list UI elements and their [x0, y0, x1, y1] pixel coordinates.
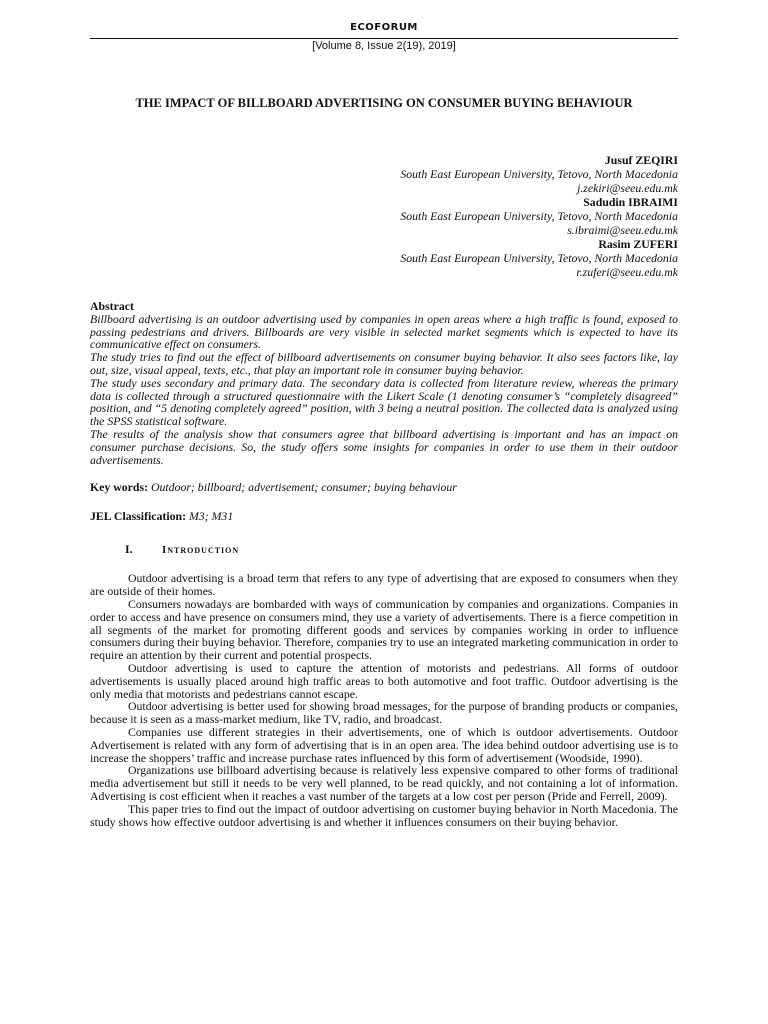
author-name: Rasim ZUFERI: [598, 237, 678, 251]
abstract-paragraph: Billboard advertising is an outdoor advertising used by companies in open areas where a high traffic is found, exposed to passing pedestrians and drivers. Billboards are very visible in selected market segments which is expected to have its communicative effect on consumers.: [90, 311, 678, 352]
jel-classification: [90, 509, 678, 524]
header-rule: [90, 38, 678, 39]
keywords-label: Key words:: [90, 480, 148, 495]
section-title: Introduction: [162, 544, 240, 557]
paper-page: [90, 22, 678, 828]
section-heading: [90, 542, 678, 557]
body-paragraph: Outdoor advertising is better used for showing broad messages, for the purpose of branding products or companies, because it is seen as a mass-market medium, like TV, radio, and broadcast.: [90, 699, 678, 727]
body-paragraph: Organizations use billboard advertising because is relatively less expensive compared to other forms of traditional media advertisement but still it needs to be very well planned, to be read quickly, and not containing a lot of information. Advertising is cost efficient when it reaches a vast number of the targets at a low cost per person (Pride and Ferrell, 2009).: [90, 763, 678, 803]
author-block: [90, 153, 678, 279]
author-name: Sadudin IBRAIMI: [583, 195, 678, 209]
paper-title: THE IMPACT OF BILLBOARD ADVERTISING ON CONSUMER BUYING BEHAVIOUR: [135, 96, 633, 110]
abstract-section: [90, 300, 678, 466]
abstract-paragraph: The study tries to find out the effect of billboard advertisements on consumer buying behavior. It also sees factors like, lay out, size, visual appeal, texts, etc., that play an important role in consumer buying behavior.: [90, 350, 678, 377]
author-affiliation: South East European University, Tetovo, North Macedonia: [400, 167, 678, 181]
introduction-body: [90, 572, 678, 828]
jel-value: M3; M31: [188, 509, 234, 524]
abstract-paragraph: The results of the analysis show that consumers agree that billboard advertising is important and has an impact on consumer purchase decisions. So, the study offers some insights for companies in order to use them in their outdoor advertisements.: [90, 426, 678, 467]
jel-label: JEL Classification:: [90, 509, 187, 524]
keywords: [90, 480, 678, 495]
author-affiliation: South East European University, Tetovo, North Macedonia: [400, 251, 678, 265]
author-email: s.ibraimi@seeu.edu.mk: [567, 223, 678, 237]
author-name: Jusuf ZEQIRI: [604, 153, 678, 167]
author-affiliation: South East European University, Tetovo, North Macedonia: [400, 209, 678, 223]
volume-info: [Volume 8, Issue 2(19), 2019]: [312, 40, 456, 52]
body-paragraph: Outdoor advertising is used to capture the attention of motorists and pedestrians. All forms of outdoor advertisements is usually placed around high traffic areas to both automotive and foot traffic. Outdoor advertising is the only media that motorists and pedestrians cannot escape.: [90, 660, 678, 701]
abstract-paragraph: The study uses secondary and primary data. The secondary data is collected from literature review, whereas the primary data is collected through a structured questionnaire with the Likert Scale (1 denoting consumer’s “completely disagreed” position, and “5 denoting completely agreed” position, with 3 being a neutral position. The collected data is analyzed using the SPSS statistical software.: [90, 375, 678, 429]
abstract-heading: Abstract: [90, 299, 134, 313]
body-paragraph: This paper tries to find out the impact of outdoor advertising on customer buying behavior in North Macedonia. The study shows how effective outdoor advertising is and whether it influences consumers on their buying behavior.: [90, 801, 678, 829]
author-email: j.zekiri@seeu.edu.mk: [577, 181, 678, 195]
body-paragraph: Companies use different strategies in their advertisements, one of which is outdoor advertisements. Outdoor Advertisement is related with any form of advertising that is in an open area. The idea behind outdoor advertising use is to increase the shoppers’ traffic and increase purchase rates influenced by this form of advertisement (Woodside, 1990).: [90, 724, 678, 765]
journal-name: ECOFORUM: [350, 22, 418, 33]
section-number: I.: [125, 542, 133, 557]
keywords-value: Outdoor; billboard; advertisement; consumer; buying behaviour: [150, 480, 457, 495]
body-paragraph: Consumers nowadays are bombarded with ways of communication by companies and organizations. Companies in order to access and have presence on consumers mind, they use a variety of advertisements. There is a fierce competition in all segments of the market for promoting different goods and services by companies working in order to influence consumers during their buying behavior. Therefore, companies try to use an integrated marketing communication in order to require an attention by their current and potential prospects.: [90, 596, 678, 663]
author-email: r.zuferi@seeu.edu.mk: [576, 265, 678, 279]
body-paragraph: Outdoor advertising is a broad term that refers to any type of advertising that are exposed to consumers when they are outside of their homes.: [90, 571, 678, 599]
